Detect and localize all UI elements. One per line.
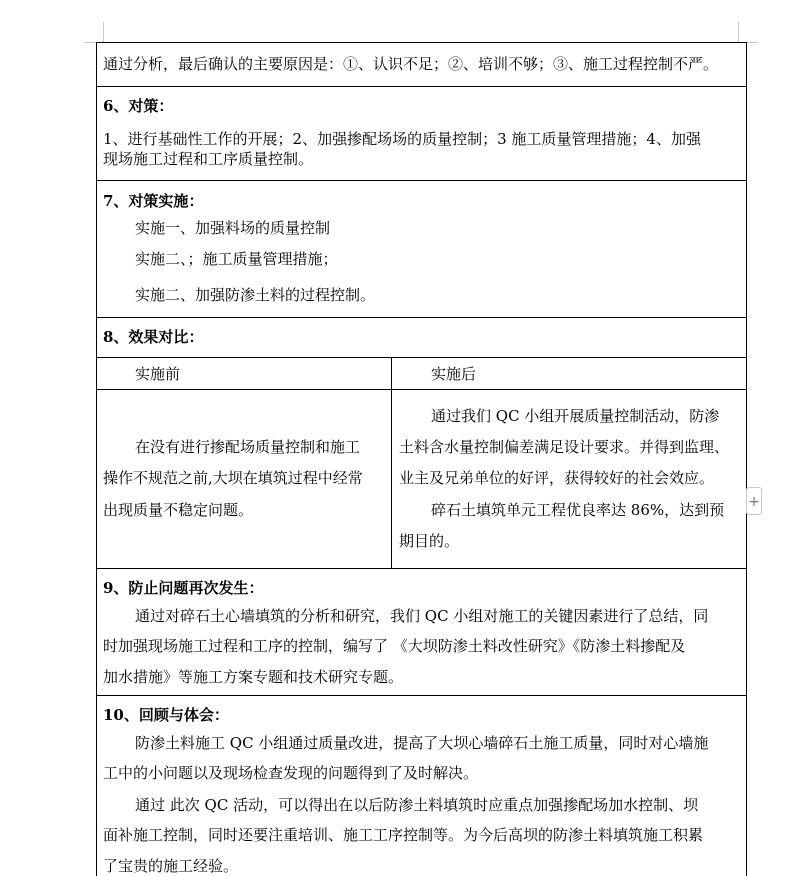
row-divider: [96, 357, 747, 358]
row-divider: [96, 317, 747, 318]
row-divider: [96, 180, 747, 181]
section-10-line: 面补施工控制，同时还要注重培训、施工工序控制等。为今后高坝的防渗土料填筑施工积累: [103, 826, 704, 844]
before-header: 实施前: [135, 365, 181, 383]
section-9-title: 9、防止问题再次发生：: [103, 579, 264, 597]
before-text-line: 操作不规范之前,大坝在填筑过程中经常: [103, 469, 363, 487]
table-add-row-button[interactable]: +: [746, 487, 762, 515]
section-7-title: 7、对策实施：: [103, 192, 204, 210]
after-text-line: 碎石土填筑单元工程优良率达 86%，达到预: [431, 501, 725, 519]
after-text-line: 土料含水量控制偏差满足设计要求。并得到监理、: [399, 438, 730, 456]
before-text-line: 在没有进行掺配场质量控制和施工: [135, 438, 361, 456]
row-divider: [96, 86, 747, 87]
section-10-title: 10、回顾与体会：: [103, 706, 229, 724]
after-header: 实施后: [431, 365, 477, 383]
section-10-line: 防渗土料施工 QC 小组通过质量改进，提高了大坝心墙碎石土施工质量，同时对心墙施: [135, 734, 709, 752]
after-text-line: 期目的。: [399, 532, 460, 550]
row-divider: [96, 42, 747, 43]
section-7-item: 实施二、；施工质量管理措施；: [135, 250, 338, 268]
section-7-item: 实施一、加强料场的质量控制: [135, 219, 331, 237]
section-6-line: 现场施工过程和工序质量控制。: [103, 150, 314, 168]
crop-mark: [103, 22, 104, 42]
crop-mark: [738, 22, 739, 42]
after-text-line: 通过我们 QC 小组开展质量控制活动，防渗: [431, 407, 720, 425]
row-divider: [96, 568, 747, 569]
section-7-item: 实施二、加强防渗土料的过程控制。: [135, 286, 376, 304]
before-text-line: 出现质量不稳定问题。: [103, 501, 254, 519]
section-6-title: 6、对策：: [103, 97, 174, 115]
after-text-line: 业主及兄弟单位的好评，获得较好的社会效应。: [399, 469, 715, 487]
section-9-line: 通过对碎石土心墙填筑的分析和研究，我们 QC 小组对施工的关键因素进行了总结，同: [135, 607, 709, 625]
section-9-line: 加水措施》等施工方案专题和技术研究专题。: [103, 668, 404, 686]
row-divider: [96, 389, 747, 390]
section-6-line: 1、进行基础性工作的开展；2、加强掺配场场的质量控制；3 施工质量管理措施；4、加强: [103, 130, 701, 148]
section-9-line: 时加强现场施工过程和工序的控制，编写了 《大坝防渗土料改性研究》《防渗土料掺配及: [103, 637, 686, 655]
section-8-title: 8、效果对比：: [103, 328, 204, 346]
section-10-line: 通过 此次 QC 活动，可以得出在以后防渗土料填筑时应重点加强掺配场加水控制、坝: [135, 796, 699, 814]
column-divider: [391, 357, 392, 568]
section-10-line: 了宝贵的施工经验。: [103, 857, 239, 875]
row-divider: [96, 695, 747, 696]
section-10-line: 工中的小问题以及现场检查发现的问题得到了及时解决。: [103, 764, 479, 782]
intro-text: 通过分析，最后确认的主要原因是：①、认识不足；②、培训不够；③、施工过程控制不严。: [103, 55, 719, 73]
